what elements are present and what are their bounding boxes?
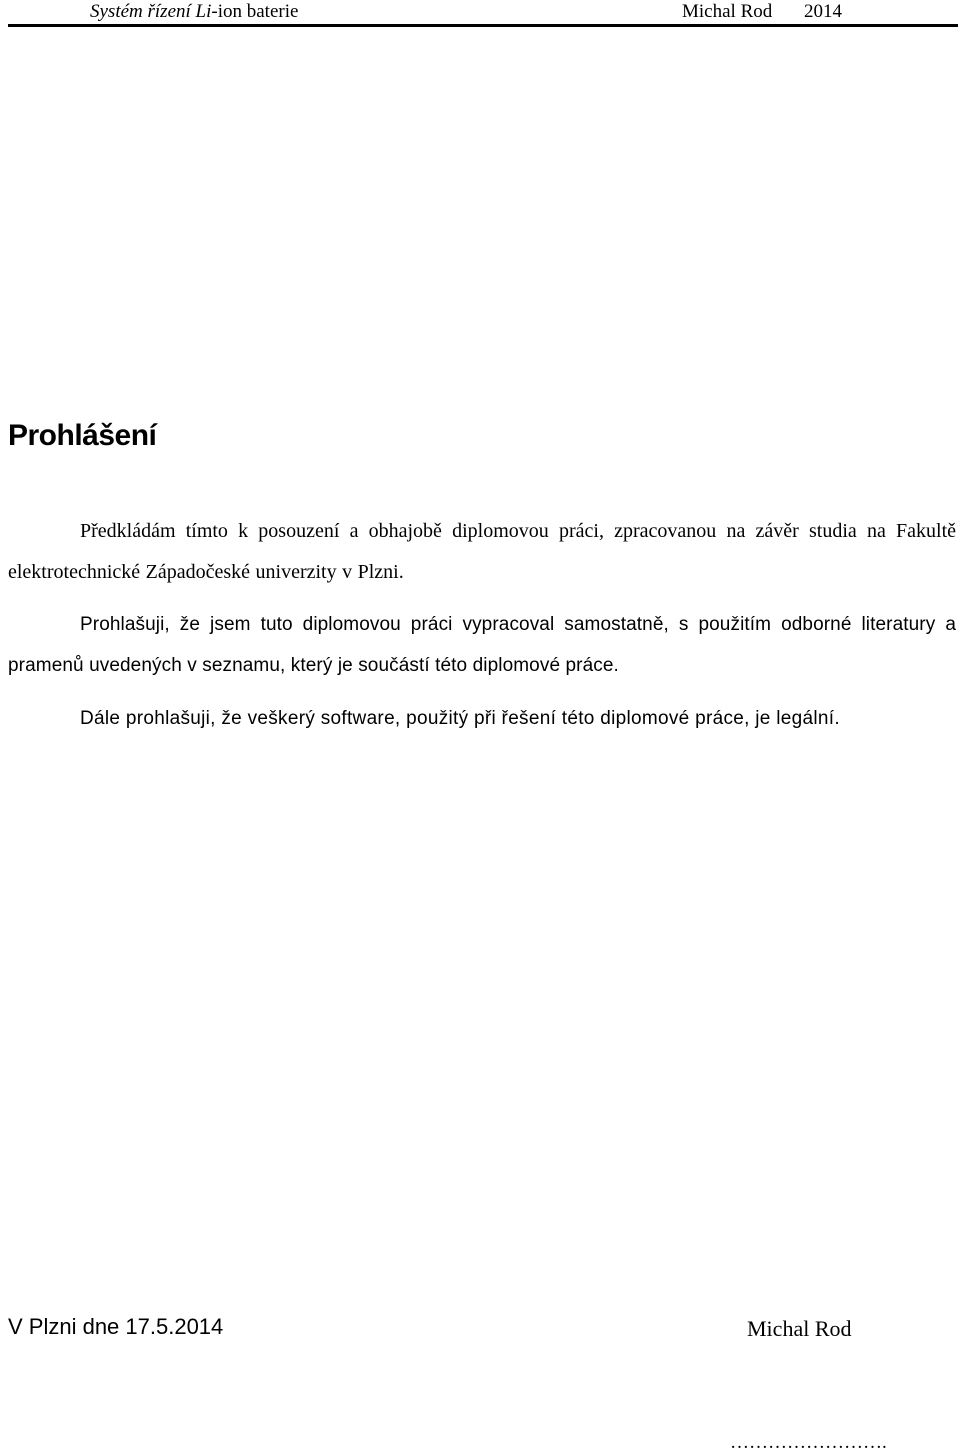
page-header: [8, 0, 958, 26]
paragraph-submission: Předkládám tímto k posouzení a obhajobě diplomovou práci, zpracovanou na závěr studia na Fakultě elektrotechnické Západočeské univerzity v Plzni.: [8, 520, 956, 583]
signature-name: Michal Rod: [747, 1316, 852, 1341]
header-year: 2014: [804, 1, 842, 22]
header-title-rest: -ion baterie: [211, 1, 299, 22]
header-thesis-title: [90, 1, 298, 23]
header-title-italic: Systém řízení Li: [90, 1, 212, 22]
page-title: Prohlášení: [8, 419, 157, 452]
place-and-date: V Plzni dne 17.5.2014: [8, 1314, 224, 1339]
signature-line: …………………….: [730, 1432, 887, 1453]
paragraph-software: Dále prohlašuji, že veškerý software, použitý při řešení této diplomové práce, je legální.: [80, 708, 840, 729]
paragraph-declaration: Prohlašuji, že jsem tuto diplomovou práci vypracoval samostatně, s použitím odborné literatury a pramenů uvedených v seznamu, který je součástí této diplomové práce.: [8, 614, 956, 676]
header-divider: [8, 24, 958, 27]
header-author: Michal Rod: [682, 1, 773, 22]
